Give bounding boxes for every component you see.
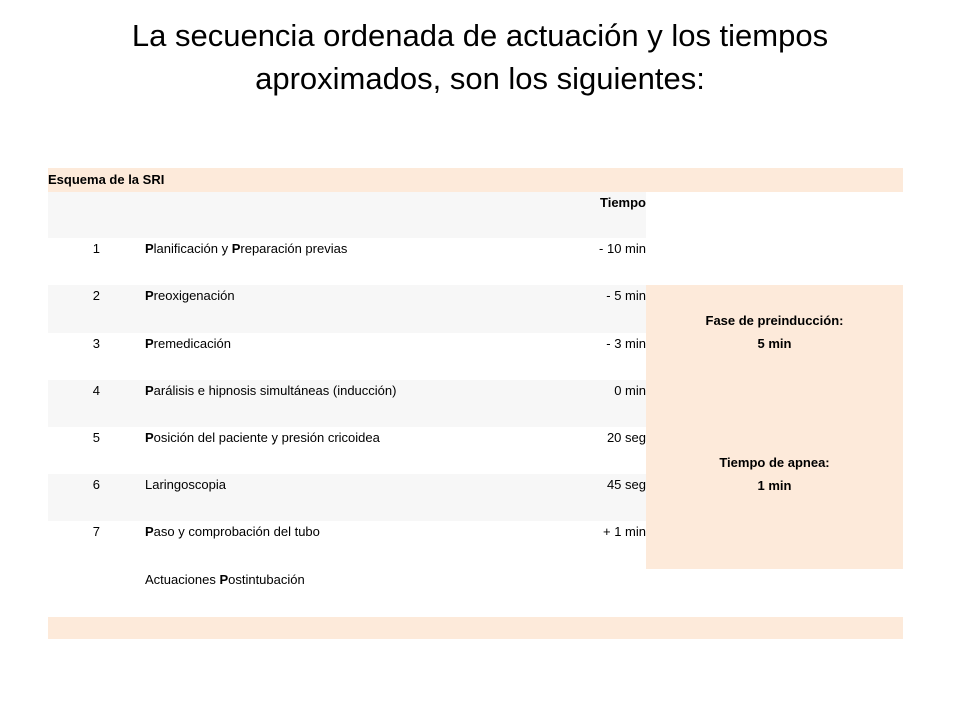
phase-duration: 5 min xyxy=(757,336,792,351)
row-activity: Actuaciones Postintubación xyxy=(145,572,305,587)
row-time: - 3 min xyxy=(606,336,646,351)
phase-label: Tiempo de apnea: xyxy=(719,455,830,470)
slide-title xyxy=(40,14,920,100)
table-footer-bar xyxy=(48,617,903,639)
table-row xyxy=(48,427,646,474)
phase-duration: 1 min xyxy=(757,478,792,493)
row-activity: Laringoscopia xyxy=(145,477,226,492)
table-caption-row xyxy=(48,168,903,192)
table-row xyxy=(48,285,646,333)
row-number: 3 xyxy=(92,336,100,351)
row-number: 4 xyxy=(92,383,100,398)
table-row xyxy=(48,238,646,285)
row-activity: Paso y comprobación del tubo xyxy=(145,524,320,539)
row-time: 20 seg xyxy=(606,430,646,445)
row-number: 7 xyxy=(92,524,100,539)
row-number: 5 xyxy=(92,430,100,445)
table-caption: Esquema de la SRI xyxy=(48,172,165,187)
phase-apnea xyxy=(646,380,903,569)
phase-preinduction xyxy=(646,285,903,380)
header-time: Tiempo xyxy=(600,195,646,210)
row-number: 2 xyxy=(92,288,100,303)
table-row xyxy=(48,333,646,380)
row-activity: Preoxigenación xyxy=(145,288,235,303)
row-number: 6 xyxy=(92,477,100,492)
slide-title-line-1: La secuencia ordenada de actuación y los tiempos xyxy=(131,18,829,53)
row-time: - 10 min xyxy=(599,241,646,256)
table-row xyxy=(48,380,646,427)
row-number: 1 xyxy=(92,241,100,256)
phase-label: Fase de preinducción: xyxy=(705,313,844,328)
table-row xyxy=(48,474,646,521)
table-row xyxy=(48,569,646,617)
row-time: + 1 min xyxy=(603,524,646,539)
slide-title-line-2: aproximados, son los siguientes: xyxy=(255,61,705,96)
table-row xyxy=(48,521,646,569)
row-time: 0 min xyxy=(614,383,646,398)
row-time: - 5 min xyxy=(606,288,646,303)
row-activity: Planificación y Preparación previas xyxy=(145,241,348,256)
row-activity: Posición del paciente y presión cricoidea xyxy=(145,430,380,445)
row-activity: Parálisis e hipnosis simultáneas (inducción) xyxy=(145,383,397,398)
table-header-row xyxy=(48,192,646,238)
row-activity: Premedicación xyxy=(145,336,231,351)
row-time: 45 seg xyxy=(606,477,646,492)
